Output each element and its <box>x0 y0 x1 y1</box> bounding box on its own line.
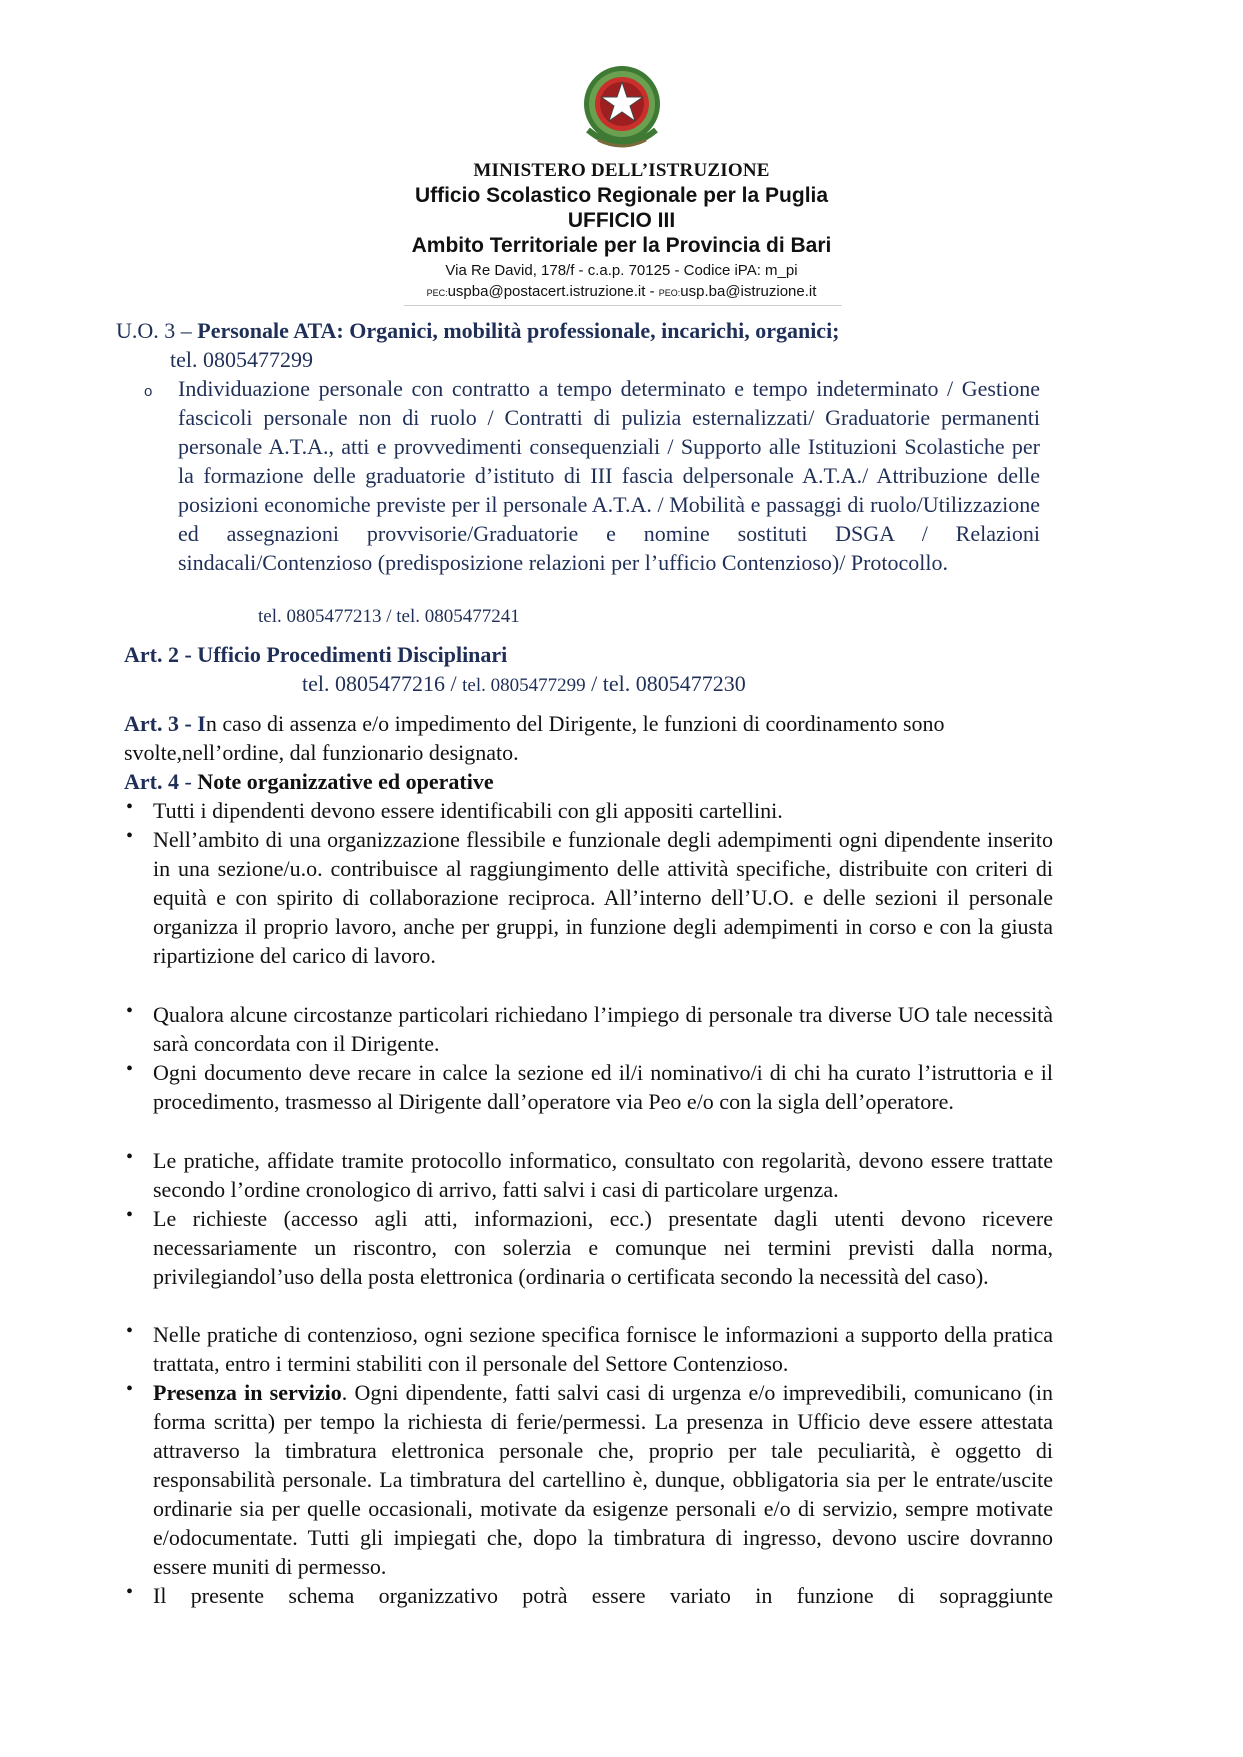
bullet-1: • <box>126 796 134 818</box>
bullet-5: • <box>126 1146 134 1168</box>
office-name: UFFICIO III <box>567 209 676 232</box>
bullet-4: • <box>126 1058 134 1080</box>
art2-tel-b: tel. 0805477299 <box>462 675 586 696</box>
uo3-item-tel: tel. 0805477213 / tel. 0805477241 <box>258 606 520 627</box>
address-line: Via Re David, 178/f - c.a.p. 70125 - Codice iPA: m_pi <box>445 262 798 279</box>
peo-email[interactable]: usp.ba@istruzione.it <box>680 283 817 300</box>
art4-item-7: Nelle pratiche di contenzioso, ogni sezione specifica fornisce le informazioni a supporto della pratica trattata, entro i termini stabiliti con il personale del Settore Contenzioso. <box>153 1322 1053 1376</box>
peo-label: PEO: <box>658 288 681 298</box>
pec-label: PEC: <box>426 288 448 298</box>
regional-office: Ufficio Scolastico Regionale per la Puglia <box>414 184 829 207</box>
uo3-tel: tel. 0805477299 <box>170 347 313 372</box>
email-separator: - <box>645 283 659 300</box>
uo3-prefix: U.O. 3 – <box>116 318 198 343</box>
art2-tel-a: tel. 0805477216 / <box>302 671 463 696</box>
ministry-name: MINISTERO DELL’ISTRUZIONE <box>473 160 770 181</box>
email-line <box>0 283 1243 300</box>
art4-item-2: Nell’ambito di una organizzazione flessibile e funzionale degli adempimenti ogni dipendente inserito in una sezione/u.o. contribuisce al raggiungimento delle attività specifiche, distribuite con criteri di equità e con spirito di collaborazione reciproca. All’interno dell’U.O. e delle sezioni il personale organizza il proprio lavoro, anche per gruppi, in funzione degli adempimenti in corso e con la giusta ripartizione del carico di lavoro. <box>153 827 1053 968</box>
bullet-6: • <box>126 1204 134 1226</box>
bullet-2: • <box>126 825 134 847</box>
art4-item-6: Le richieste (accesso agli atti, informazioni, ecc.) presentate dagli utenti devono ricevere necessariamente un riscontro, con solerzia e comunque nei termini previsti dalla norma, privilegiandol’uso della posta elettronica (ordinaria o certificata secondo la necessità del caso). <box>153 1206 1053 1289</box>
art3-paragraph <box>124 709 1059 767</box>
presence-title: Presenza in servizio <box>153 1380 342 1405</box>
art4-item-last: Il presente schema organizzativo potrà essere variato in funzione di sopraggiunte <box>153 1583 1053 1608</box>
bullet-7: • <box>126 1320 134 1342</box>
uo3-title: Personale ATA: Organici, mobilità professionale, incarichi, organici; <box>197 318 840 343</box>
art4-item-3: Qualora alcune circostanze particolari richiedano l’impiego di personale tra diverse UO tale necessità sarà concordata con il Dirigente. <box>153 1002 1053 1056</box>
bullet-3: • <box>126 1000 134 1022</box>
art2-phones <box>302 669 746 700</box>
art4-label: Art. 4 <box>124 769 179 794</box>
art4-item-5: Le pratiche, affidate tramite protocollo informatico, consultato con regolarità, devono essere trattate secondo l’ordine cronologico di arrivo, fatti salvi i casi di particolare urgenza. <box>153 1148 1053 1202</box>
art4-heading <box>124 767 494 796</box>
art4-item-4: Ogni documento deve recare in calce la sezione ed il/i nominativo/i di chi ha curato l’istruttoria e il procedimento, trasmesso al Dirigente dall’operatore via Peo e/o con la sigla dell’operatore. <box>153 1060 1053 1114</box>
pec-email[interactable]: uspba@postacert.istruzione.it <box>447 283 646 300</box>
circle-bullet: o <box>144 383 153 400</box>
bullet-8: • <box>126 1378 134 1400</box>
art2-title: Art. 2 - Ufficio Procedimenti Disciplinari <box>124 642 508 667</box>
art4-item-presence <box>153 1378 1053 1581</box>
art4-item-1: Tutti i dipendenti devono essere identificabili con gli appositi cartellini. <box>153 798 783 823</box>
art4-title: Note organizzative ed operative <box>197 769 494 794</box>
territory-name: Ambito Territoriale per la Provincia di Bari <box>411 234 832 257</box>
header-divider <box>404 305 842 306</box>
italian-republic-emblem <box>572 60 672 160</box>
art2-tel-c: / tel. 0805477230 <box>585 671 746 696</box>
art4-sep: - <box>178 769 198 794</box>
art3-text: n caso di assenza e/o impedimento del Dirigente, le funzioni di coordinamento sono svolte,nell’ordine, dal funzionario designato. <box>124 711 945 765</box>
uo3-item-text: Individuazione personale con contratto a tempo determinato e tempo indeterminato / Gestione fascicoli personale non di ruolo / Contratti di pulizia esternalizzati/ Graduatorie permanenti personale A.T.A., atti e provvedimenti consequenziali / Supporto alle Istituzioni Scolastiche per la formazione delle graduatorie d’istituto di III fascia delpersonale A.T.A./ Attribuzione delle posizioni economiche previste per il personale A.T.A. / Mobilità e passaggi di ruolo/Utilizzazione ed assegnazioni provvisorie/Graduatorie e nomine sostituti DSGA / Relazioni sindacali/Contenzioso (predisposizione relazioni per l’ufficio Contenzioso)/ Protocollo. <box>178 376 1040 575</box>
uo3-heading <box>116 316 1136 345</box>
presence-text: . Ogni dipendente, fatti salvi casi di urgenza e/o imprevedibili, comunicano (in forma scritta) per tempo la richiesta di ferie/permessi. La presenza in Ufficio deve essere attestata attraverso la timbratura elettronica personale che, proprio per tale peculiarità, è oggetto di responsabilità personale. La timbratura del cartellino è, dunque, obbligatoria sia per le entrate/uscite ordinarie sia per quelle occasionali, motivate da esigenze personali e/o di servizio, sempre motivate e/odocumentate. Tutti gli impiegati che, dopo la timbratura di ingresso, devono uscire dovranno essere muniti di permesso. <box>153 1380 1053 1579</box>
art3-label: Art. 3 - I <box>124 711 206 736</box>
bullet-9: • <box>126 1581 134 1603</box>
